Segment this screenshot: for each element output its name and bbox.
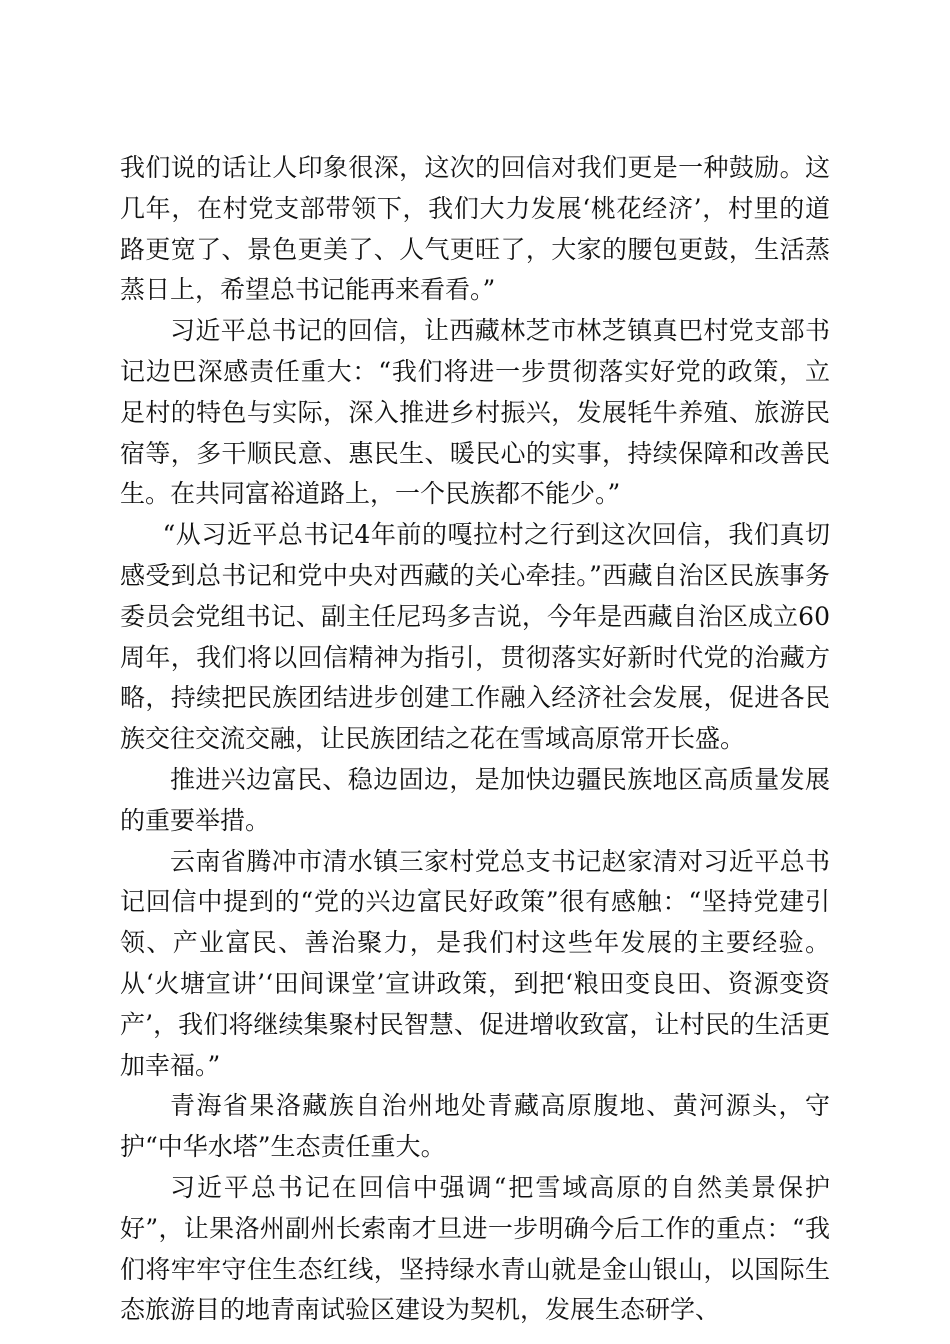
paragraph-7: 习近平总书记在回信中强调“把雪域高原的自然美景保护好”，让果洛州副州长索南才旦进一步明确今后工作的重点：“我们将牢牢守住生态红线，坚持绿水青山就是金山银山，以国际生态旅游目的地青南试验区建设为契机，发展生态研学、	[120, 1172, 830, 1325]
paragraph-1: 我们说的话让人印象很深，这次的回信对我们更是一种鼓励。这几年，在村党支部带领下，我们大力发展‘桃花经济’，村里的道路更宽了、景色更美了、人气更旺了，大家的腰包更鼓，生活蒸蒸日上，希望总书记能再来看看。”	[120, 153, 830, 305]
paragraph-2: 习近平总书记的回信，让西藏林芝市林芝镇真巴村党支部书记边巴深感责任重大：“我们将进一步贯彻落实好党的政策，立足村的特色与实际，深入推进乡村振兴，发展牦牛养殖、旅游民宿等，多干顺民意、惠民生、暖民心的实事，持续保障和改善民生。在共同富裕道路上，一个民族都不能少。”	[120, 316, 830, 509]
document-body	[120, 148, 830, 1331]
paragraph-5: 云南省腾冲市清水镇三家村党总支书记赵家清对习近平总书记回信中提到的“党的兴边富民好政策”很有感触：“坚持党建引领、产业富民、善治聚力，是我们村这些年发展的主要经验。从‘火塘宣讲’‘田间课堂’宣讲政策，到把‘粮田变良田、资源变资产’，我们将继续集聚村民智慧、促进增收致富，让村民的生活更加幸福。”	[120, 846, 830, 1080]
paragraph-3: “从习近平总书记4年前的嘎拉村之行到这次回信，我们真切感受到总书记和党中央对西藏的关心牵挂。”西藏自治区民族事务委员会党组书记、副主任尼玛多吉说，今年是西藏自治区成立60周年，我们将以回信精神为指引，贯彻落实好新时代党的治藏方略，持续把民族团结进步创建工作融入经济社会发展，促进各民族交往交流交融，让民族团结之花在雪域高原常开长盛。	[120, 520, 830, 754]
paragraph-4: 推进兴边富民、稳边固边，是加快边疆民族地区高质量发展的重要举措。	[120, 764, 830, 835]
paragraph-6: 青海省果洛藏族自治州地处青藏高原腹地、黄河源头，守护“中华水塔”生态责任重大。	[120, 1091, 830, 1162]
